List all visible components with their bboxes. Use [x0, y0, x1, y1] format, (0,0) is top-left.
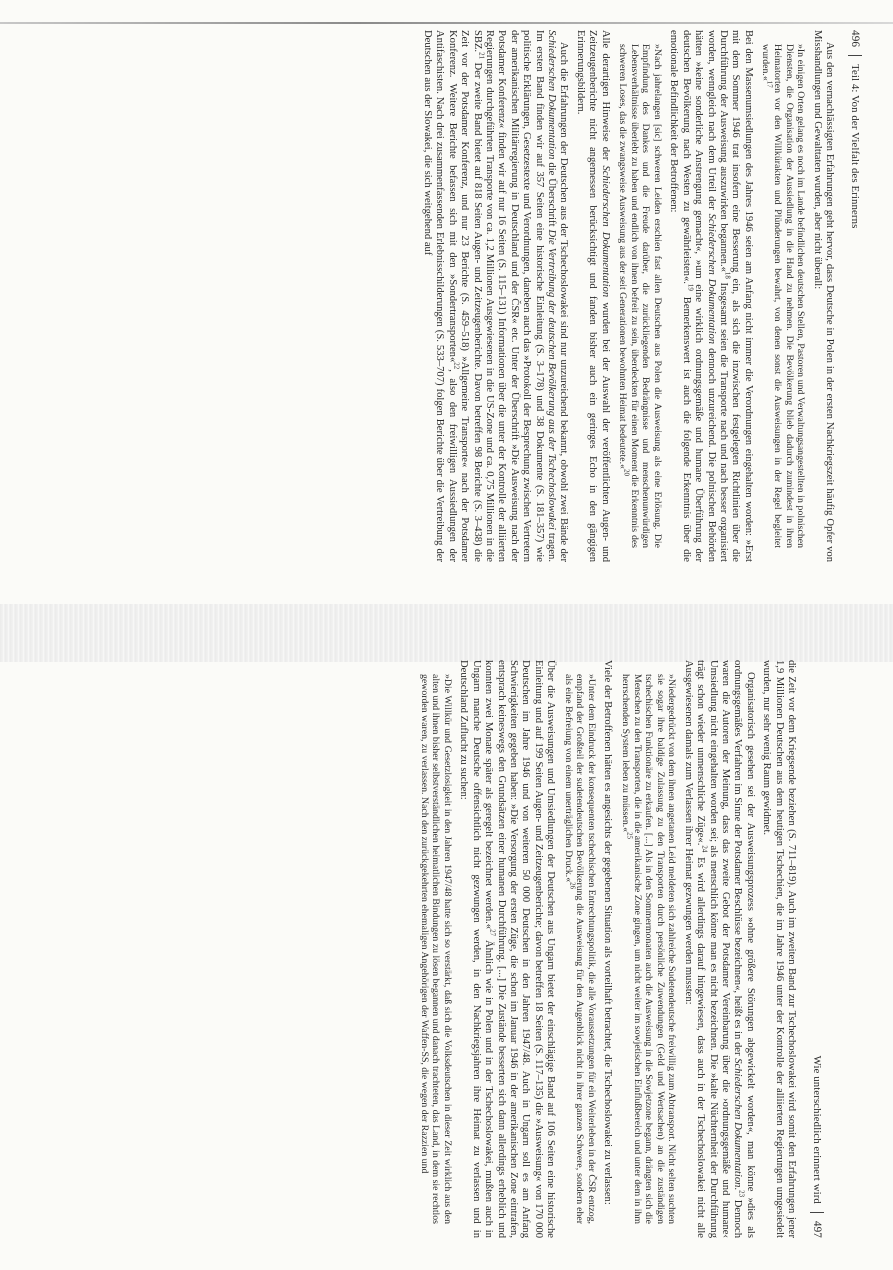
text-run: Auch die Erfahrungen der Deutschen aus der Tschechoslowakei sind nur unzureichend bekannt, obwohl zwei Bände der	[558, 42, 570, 562]
footnote-ref: 24	[700, 845, 709, 853]
page-number: 496	[849, 30, 862, 48]
text-run: »In einigen Orten gelang es noch im Lande befindlichen deutschen Stellen, Pastoren und Verwaltungsangestellten in polnischen Diensten, die Organisation der Aussiedlung in die Hand zu nehmen. Die Bevölkerung blieb dadurch zumindest in ihren Heimatorten vor den Willkürakten und Plünderungen bewahrt, von denen sonst die Ausweisungen in der Regel begleitet wurden.«	[760, 44, 807, 548]
text-run: Der zweite Band bietet auf 818 Seiten Augen- und Zeitzeugenberichte. Davon betreffen 98 Berichte (S. 3–438) die Zeit vor der Potsdamer Konferenz, und nur 23 Berichte (S. 459–518) »Allgemeine Transporte« nach der Potsdamer Konferenz. Weitere Berichte befassen sich mit den »Sondertransporten«	[446, 30, 483, 562]
running-head: Teil 4: Von der Vielfalt des Erinnerns	[849, 64, 862, 229]
block-quote	[562, 674, 597, 1224]
footnote-ref: 25	[625, 832, 634, 840]
italic-title: Schiederschen Dokumentation	[599, 165, 611, 298]
header-separator	[848, 55, 862, 56]
footnote-ref: 18	[723, 271, 732, 279]
block-quote	[619, 674, 677, 1224]
footnote-ref: 27	[488, 929, 497, 937]
left-page	[421, 0, 893, 610]
block-quote	[617, 44, 663, 548]
block-quote	[760, 44, 806, 548]
italic-title: Schiederschen Dokumentation	[732, 1058, 744, 1188]
text-run: Es wird allerdings darauf hingewiesen, dass auch in der Tschechoslowakei nicht alle Ausgewiesenen damals zum Verlassen ihrer Heimat gezwungen werden mussten:	[682, 660, 707, 1238]
footnote-ref: 20	[622, 468, 631, 476]
paragraph	[457, 660, 556, 1238]
footnote-ref: 26	[568, 882, 577, 890]
text-run: Alle derartigen Hinweise der	[599, 30, 611, 166]
page-number: 497	[811, 1220, 824, 1238]
page-header	[807, 660, 827, 1238]
text-run: »Unter dem Eindruck der konsequenten tschechischen Entrechtungspolitik, die alle Voraussetzungen für ein Weiterleben in der ČSR entzog, empfand der Großteil der sudetendeutschen Bevölkerung die Ausweisung für den Augenblick nicht in ihrer ganzen Schwere, sondern eher als eine Befreiung von einem unerträglichen Druck.«	[562, 674, 597, 1224]
text-run: Bei den Massenumsiedlungen des Jahres 1946 seien am Anfang nicht immer die Verordnungen eingehalten worden: »Erst mit dem Sommer 1946 trat insofern eine Besserung ein, als sich die inzwischen festgelegten Richtlinien über die Durchführung der Ausweisung auszuwirken begannen.«	[718, 30, 754, 562]
text-run: die Überschrift	[545, 159, 557, 230]
paragraph	[810, 30, 835, 562]
italic-title: Schiederschen Dokumentation	[545, 30, 557, 160]
text-run: Organisatorisch gesehen sei der Ausweisungsprozess »ohne größere Störungen abgewickelt worden«, man könne »dies als ordnungsgemäßes Verfahren im Sinne der Potsdamer Beschlüsse bezeichnen«, heißt es in der	[732, 660, 756, 1238]
paragraph	[667, 30, 754, 562]
paragraph	[601, 660, 613, 1238]
text-run: »Nach jahrelangen [sic] schweren Leiden erschien fast allen Deutschen aus Polen die Ausweisung als eine Erlösung. Die Empfindung des Dankes und die Freude darüber, die zurückliegenden Bedrängnisse und menschenunwürdigen Lebensverhältnisse überlebt zu haben und endlich von ihnen befreit zu sein, überdeckten für einen Moment die Erkenntnis des schweren Loses, das die zwangsweise Ausweisung aus der seit Generationen bewohnten Heimat bedeutete.«	[617, 44, 663, 548]
paragraph	[573, 30, 610, 562]
footnote-ref: 19	[686, 283, 695, 291]
text-run: »Niedergedrückt von dem ihnen angetanen Leid meldeten sich zahlreiche Sudetendeutsche freiwillig zum Abtransport. Nicht selten suchten sie sogar ihre baldige Zulassung zu den Transporten durch persönliche Zuwendungen (Geld und Wertsachen) an die zuständigen tschechischen Funktionäre zu erkaufen. [...] Als in den Sommermonaten auch die Ausweisung in die Sowjetzone begann, drängten sich die Menschen zu den Transporten, die in die amerikanische Zone gingen, um nicht weiter im sowjetischen Einflußbereich und unter dem in ihm herrschenden System leben zu müssen.«	[619, 674, 678, 1224]
text-run: Insgesamt seien die Transporte nach und nach besser organisiert worden, wenngleich nach dem Urteil der	[705, 30, 729, 562]
footnote-ref: 23	[737, 1190, 746, 1198]
page-body	[418, 660, 797, 1238]
footnote-ref: 21	[477, 52, 486, 60]
page-header	[845, 30, 865, 562]
page-body	[421, 30, 836, 562]
italic-title: Die Vertreibung der deutschen Bevölkerung aus der Tschechoslowakei	[545, 229, 557, 530]
italic-title: Schiederschen Dokumentation	[705, 213, 717, 345]
footnote-ref: 22	[452, 362, 461, 370]
right-page	[418, 660, 855, 1270]
block-quote	[418, 674, 453, 1224]
text-run: Viele der Betroffenen hätten es angesichts der gegebenen Situation als vorteilhaft betrachtet, die Tschechoslowakei zu verlassen:	[602, 660, 614, 1205]
paragraph	[421, 30, 570, 562]
text-run: .	[732, 1187, 744, 1191]
text-run: die Zeit vor dem Kriegsende beziehen (S. 711–819). Auch im zweiten Band zur Tschechoslowakei wird somit den Erfahrungen jener 1,9 Millionen Deutschen aus dem heutigen Tschechien, die im Jahre 1946 unter der Kontrolle der alliierten Regierungen umgesiedelt wurden, nur sehr wenig Raum gewidmet.	[761, 660, 797, 1238]
running-head: Wie unterschiedlich erinnert wird	[811, 1055, 824, 1204]
text-run: »Die Willkür und Gesetzlosigkeit in den Jahren 1947/48 hatte sich so verstärkt, daß sich die Volksdeutschen in dieser Zeit wirklich aus den alten und ihnen bisher selbstverständlichen heimatlichen Bindungen zu lösen begannen und danach trachteten, das Land, in dem sie rechtlos geworden waren, zu verlassen. Nach den zurückgekehrten ehemaligen Angehörigen der Waffen-SS, die wegen der Razzien und	[418, 674, 453, 1224]
paragraph	[681, 660, 755, 1238]
paragraph	[760, 660, 797, 1238]
text-run: wurden bei der Auswahl der veröffentlichten Augen- und Zeitzeugenberichte nicht angemessen berücksichtigt und fanden bisher auch ein geringes Echo in den gängigen Erinnerungsbildern.	[574, 30, 611, 562]
book-gutter	[0, 604, 893, 662]
text-run: tragen. Im ersten Band finden wir auf 357 Seiten eine historische Einleitung (S. 3–178) und 38 Dokumente (S. 181–357) wie politische Erklärungen, Gesetzestexte und Verordnungen, daneben auch das »Protokoll der Besprechung zwischen Vertretern der amerikanischen Militärregierung in Deutschland und der ČSR« etc. Unter der Überschrift »Die Ausweisung nach der Potsdamer Konferenz« finden wir auf nur 16 Seiten (S. 115–131) Informationen über die unter der Kontrolle der alliierten Regierungen durchgeführten Transporte von ca. 1,2 Millionen Ausgewiesenen in die US-Zone und ca. 0,75 Millionen in die SBZ.	[471, 30, 557, 562]
text-run: dennoch unzureichend. Die polnischen Behörden hätten »keine sonderliche Anstrengung gemacht«, »um eine wirklich ordnungsgemäße und humane Überführung der deutschen Bevölkerung nach Westen zu gewährleisten«.	[680, 30, 717, 562]
header-separator	[810, 1212, 824, 1213]
text-run: Über die Ausweisungen und Umsiedlungen der Deutschen aus Ungarn bietet der einschlägige Band auf 106 Seiten eine historische Einleitung und auf 199 Seiten Augen- und Zeitzeugenberichte; davon betreffen 18 Seiten (S. 117–135) die »Ausweisung« von 170 000 Deutschen im Jahre 1946 und von weiteren 50 000 Deutschen in den Jahren 1947/48. Auch in Ungarn soll es am Anfang Schwierigkeiten gegeben haben: »Die Versorgung der ersten Züge, die schon im Januar 1946 in der amerikanischen Zone eintrafen, entsprach keineswegs den Grundsätzen einer humanen Durchführung. [...] Die Zustände besserten sich dann allerdings erheblich und konnten zwei Monate später als geregelt bezeichnet werden.«	[483, 660, 557, 1238]
text-run: Dennoch waren die Autoren der Meinung, dass das zweite Gebot der Potsdamer Vereinbarung über die ›ordnungsgemäße und humane‹ Umsiedlung nicht eingehalten worden sei; als menschlich könne man es nicht bezeichnen. Die »kalte Nüchternheit der Durchführung trägt schon wieder unmenschliche Züge«.	[695, 660, 744, 1238]
text-run: Ähnlich wie in Polen und in der Tschechoslowakei, mußten auch in Ungarn manche Deutsche offensichtlich nicht gezwungen werden, in den Nachkriegsjahren ihre Heimat zu verlassen und in Deutschland Zuflucht zu suchen:	[458, 660, 495, 1238]
text-run: Bemerkenswert ist auch die folgende Erkenntnis über die emotionale Befindlichkeit der Betroffenen:	[668, 30, 692, 563]
footnote-ref: 17	[765, 80, 774, 88]
text-run: Aus den vernachlässigten Erfahrungen geht hervor, dass Deutsche in Polen in der ersten Nachkriegszeit häufig Opfer von Misshandlungen und Gewalttaten wurden, aber nicht überall:	[811, 30, 835, 562]
text-run: , also den freiwilligen Aussiedlungen der Antifaschisten. Nach drei zusammenfassenden Erlebnisschilderungen (S. 533–707) folgen Berichte über die Vertreibung der Deutschen aus der Slowakei, die sich weitgehend auf	[421, 30, 458, 562]
